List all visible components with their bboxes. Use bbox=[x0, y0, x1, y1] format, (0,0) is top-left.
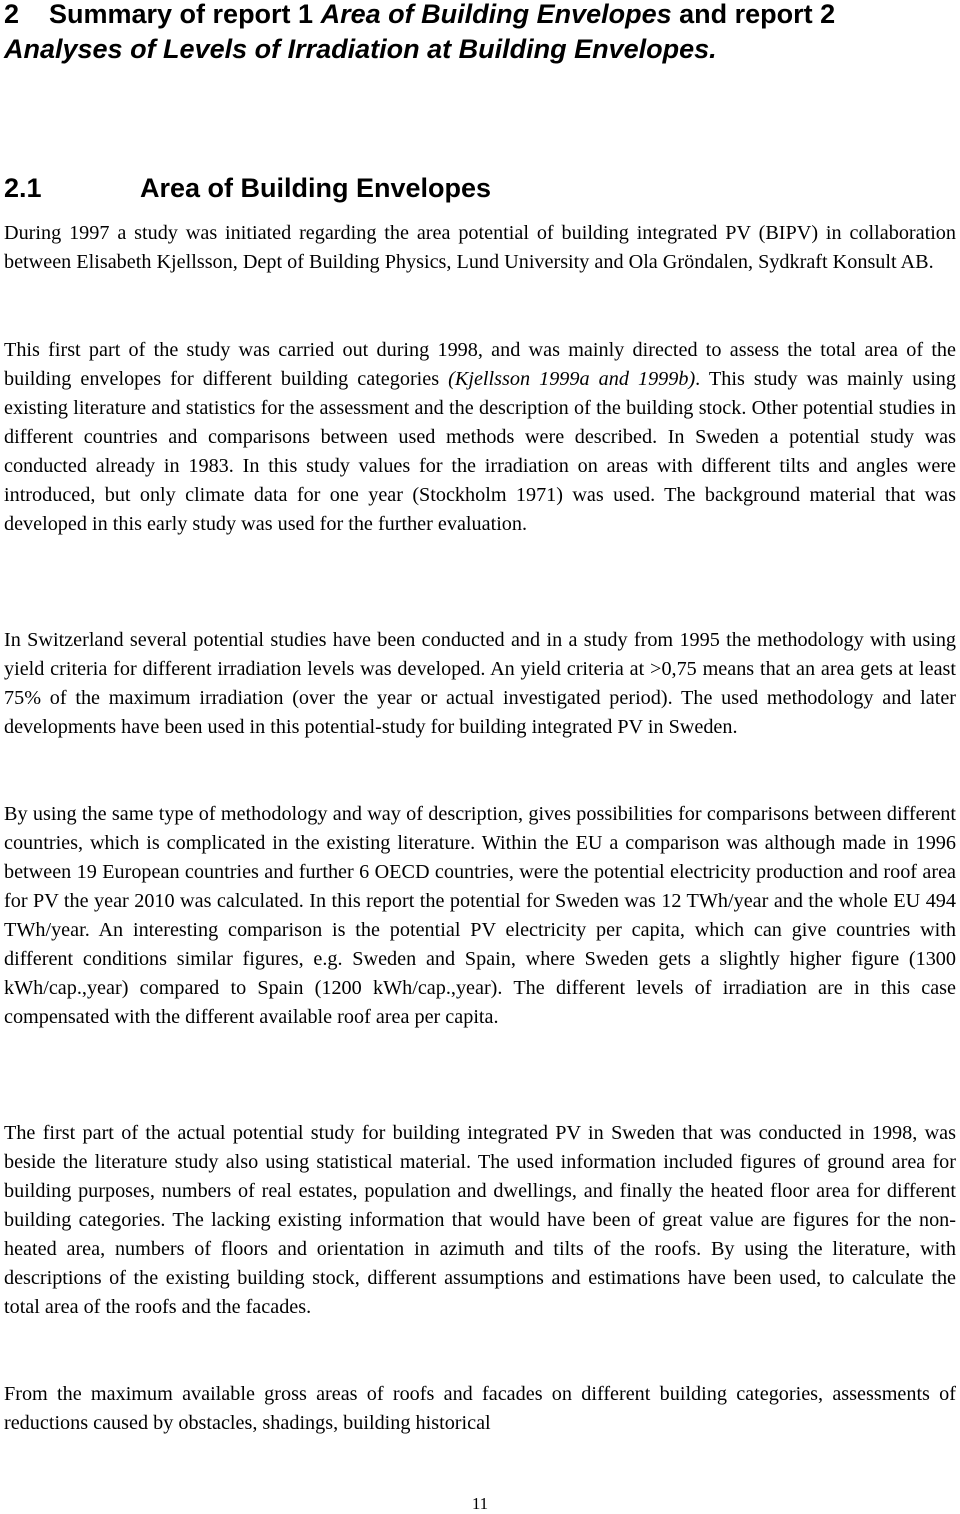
section-heading bbox=[4, 172, 491, 204]
paragraph-6: From the maximum available gross areas of roofs and facades on different building categories, assessments of reductions caused by obstacles, shadings, building historical bbox=[4, 1383, 956, 1434]
section-title: Area of Building Envelopes bbox=[140, 173, 492, 203]
paragraph-1: During 1997 a study was initiated regarding the area potential of building integrated PV (BIPV) in collaboration between Elisabeth Kjellsson, Dept of Building Physics, Lund University and Ola Gröndalen, Sydkraft Konsult AB. bbox=[4, 222, 956, 273]
paragraph-2 bbox=[4, 336, 956, 539]
page-number: 11 bbox=[471, 1494, 489, 1513]
paragraph-5: The first part of the actual potential study for building integrated PV in Sweden that was conducted in 1998, was beside the literature study also using statistical material. The used information included figures of ground area for building purposes, numbers of real estates, population and dwellings, and finally the heated floor area for different building categories. The lacking existing information that would have been of great value are figures for the non-heated area, numbers of floors and orientation in azimuth and tilts of the roofs. By using the literature, with descriptions of the existing building stock, different assumptions and estimations have been used, to calculate the total area of the roofs and the facades. bbox=[4, 1122, 956, 1318]
paragraph-2-part-a: This first part of the study was carried out during 1998, and was mainly directed to assess the total area of the building envelopes for different building categories bbox=[4, 339, 956, 390]
paragraph-4: By using the same type of methodology and way of description, gives possibilities for comparisons between different countries, which is complicated in the existing literature. Within the EU a comparison was although made in 1996 between 19 European countries and further 6 OECD countries, were the potential electricity production and roof area for PV the year 2010 was calculated. In this report the potential for Sweden was 12 TWh/year and the whole EU 494 TWh/year. An interesting comparison is the potential PV electricity per capita, which can give countries with different conditions similar figures, e.g. Sweden and Spain, where Sweden gets a slightly higher figure (1300 kWh/cap.,year) compared to Spain (1200 kWh/cap.,year). The different levels of irradiation are in this case compensated with the different available roof area per capita. bbox=[4, 803, 956, 1028]
chapter-heading bbox=[4, 0, 960, 67]
section-number: 2.1 bbox=[4, 173, 42, 203]
citation: (Kjellsson 1999a and 1999b) bbox=[448, 368, 696, 390]
chapter-title-italic2: Analyses of Levels of Irradiation at Building Envelopes. bbox=[4, 34, 717, 64]
paragraph-3: In Switzerland several potential studies have been conducted and in a study from 1995 the methodology with using yield criteria for different irradiation levels was developed. An yield criteria at >0,75 means that an area gets at least 75% of the maximum irradiation (over the year or actual investigated period). The used methodology and later developments have been used in this potential-study for building integrated PV in Sweden. bbox=[4, 629, 956, 738]
chapter-title-part2: and report 2 bbox=[671, 0, 836, 29]
chapter-title-italic1: Area of Building Envelopes bbox=[320, 0, 672, 29]
paragraph-2-part-b: . This study was mainly using existing literature and statistics for the assessment and the description of the building stock. Other potential studies in different countries and comparisons between used methods were described. In Sweden a potential study was conducted already in 1983. In this study values for the irradiation on areas with different tilts and angles were introduced, but only climate data for one year (Stockholm 1971) was used. The background material that was developed in this early study was used for the further evaluation. bbox=[4, 368, 956, 535]
chapter-title-part1: Summary of report 1 bbox=[49, 0, 321, 29]
chapter-number: 2 bbox=[4, 0, 20, 29]
